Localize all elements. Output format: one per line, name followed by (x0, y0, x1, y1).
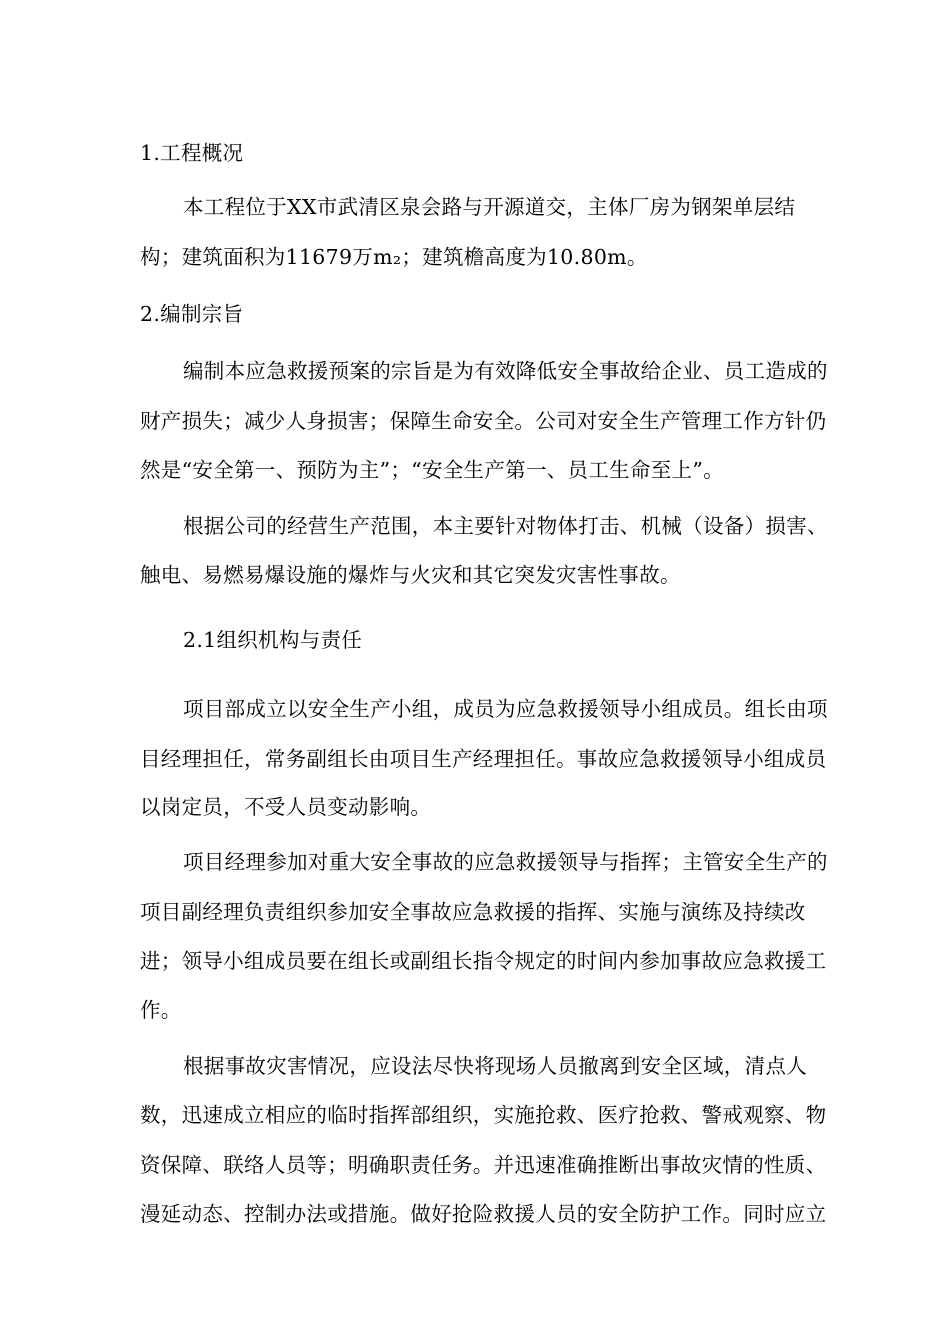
section-heading: 2.1组织机构与责任 (183, 628, 363, 652)
paragraph-line: 触电、易燃易爆设施的爆炸与火灾和其它突发灾害性事故。 (140, 563, 681, 587)
section-heading: 1.工程概况 (140, 141, 244, 165)
paragraph-line: 根据事故灾害情况，应设法尽快将现场人员撤离到安全区域，清点人 (183, 1054, 807, 1078)
paragraph-line: 进；领导小组成员要在组长或副组长指令规定的时间内参加事故应急救援工 (140, 949, 827, 973)
paragraph-line: 项目副经理负责组织参加安全事故应急救援的指挥、实施与演练及持续改 (140, 900, 806, 924)
paragraph-line: 资保障、联络人员等；明确职责任务。并迅速准确推断出事故灾情的性质、 (140, 1153, 827, 1177)
paragraph-line: 本工程位于XX市武清区泉会路与开源道交，主体厂房为钢架单层结 (183, 195, 796, 219)
section-heading: 2.编制宗旨 (140, 302, 244, 326)
paragraph-line: 构；建筑面积为11679万m₂；建筑檐高度为10.80m。 (140, 245, 648, 269)
paragraph-line: 漫延动态、控制办法或措施。做好抢险救援人员的安全防护工作。同时应立 (140, 1202, 827, 1226)
paragraph-line: 根据公司的经营生产范围，本主要针对物体打击、机械（设备）损害、 (183, 514, 828, 538)
paragraph-line: 编制本应急救援预案的宗旨是为有效降低安全事故给企业、员工造成的 (183, 359, 828, 383)
paragraph-line: 项目部成立以安全生产小组，成员为应急救援领导小组成员。组长由项 (183, 697, 828, 721)
paragraph-line: 然是“安全第一、预防为主”；“安全生产第一、员工生命至上”。 (140, 458, 724, 482)
paragraph-line: 数，迅速成立相应的临时指挥部组织，实施抢救、医疗抢救、警戒观察、物 (140, 1103, 827, 1127)
paragraph-line: 目经理担任，常务副组长由项目生产经理担任。事故应急救援领导小组成员 (140, 747, 827, 771)
paragraph-line: 财产损失；减少人身损害；保障生命安全。公司对安全生产管理工作方针仍 (140, 409, 827, 433)
paragraph-line: 以岗定员，不受人员变动影响。 (140, 795, 432, 819)
paragraph-line: 项目经理参加对重大安全事故的应急救援领导与指挥；主管安全生产的 (183, 850, 828, 874)
paragraph-line: 作。 (140, 998, 182, 1022)
